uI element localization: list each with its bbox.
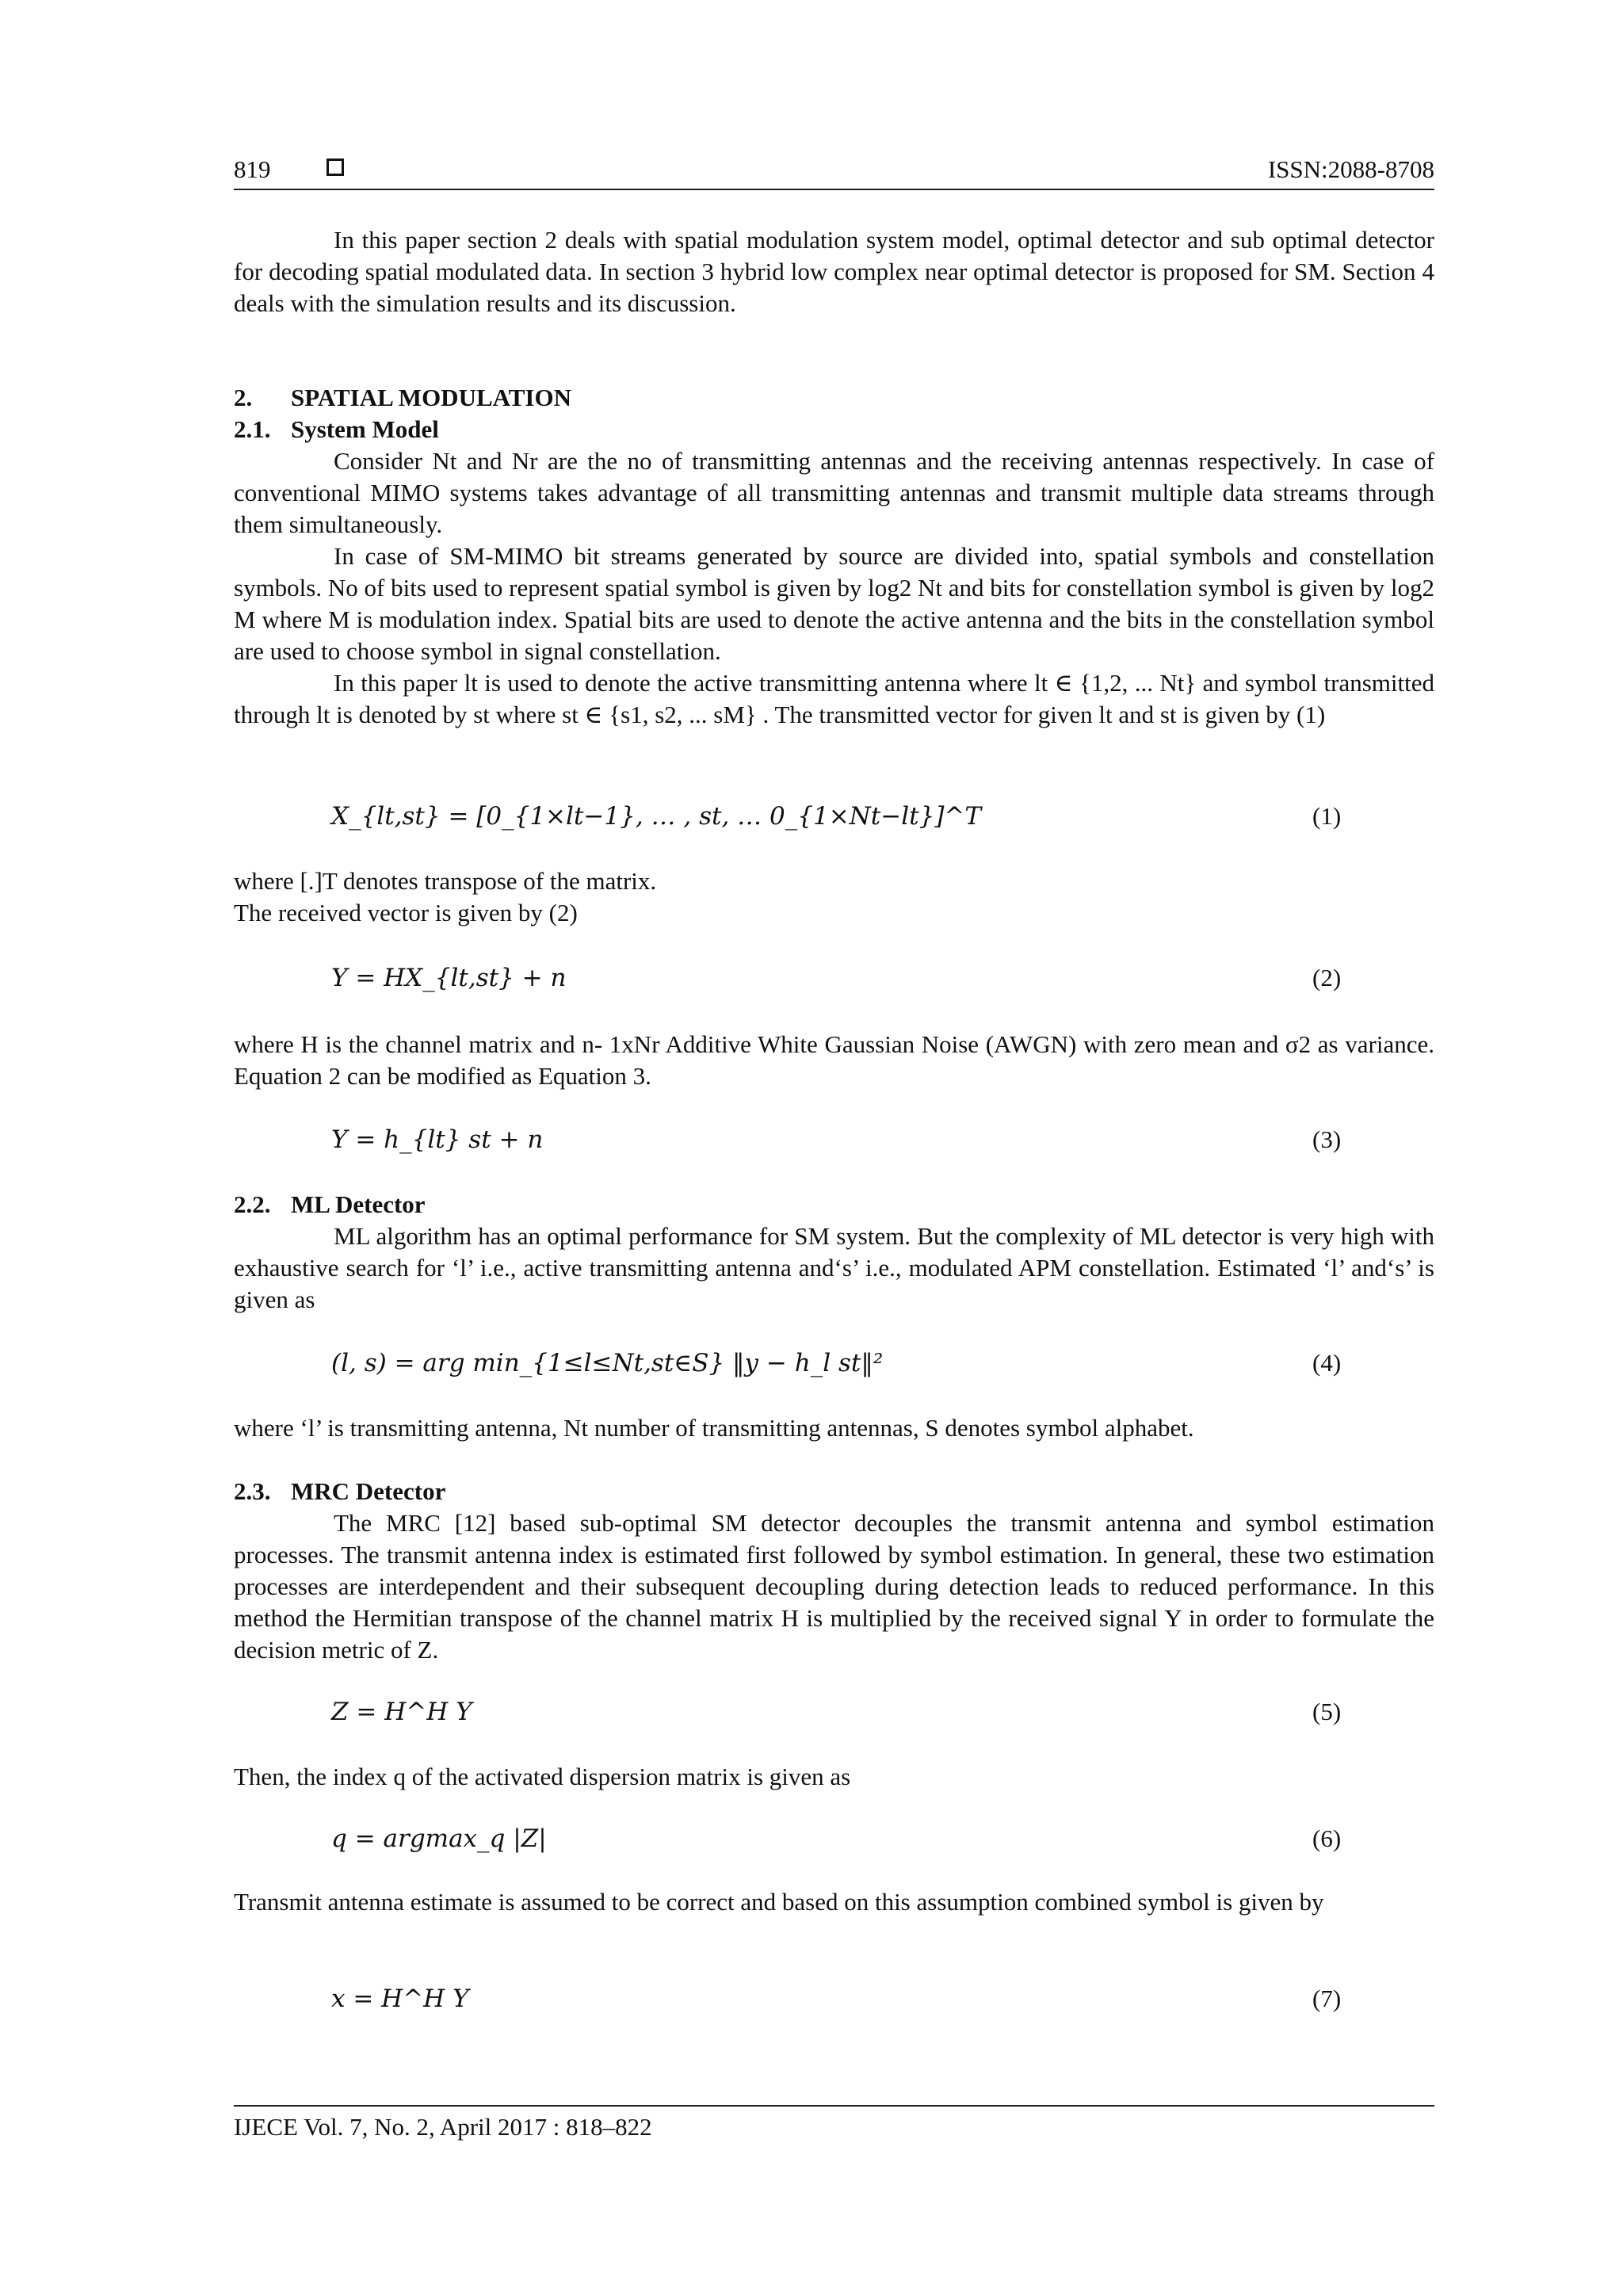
subsection-title: MRC Detector: [291, 1477, 446, 1505]
checkbox-square-icon: [327, 159, 344, 176]
system-model-paragraph-6: where H is the channel matrix and n- 1xNr Additive White Gaussian Noise (AWGN) with zero mean and σ2 as variance. Equation 2 can be modified as Equation 3.: [234, 1030, 1434, 1090]
system-model-paragraph-3: In this paper lt is used to denote the active transmitting antenna where lt ∈ {1,2, ... Nt} and symbol transmitted through lt is denoted by st where st ∈ {s1, s2, ... sM} . The transmitted vector for given lt and st is given by (1): [234, 669, 1434, 728]
page-number: 819: [234, 155, 271, 183]
footer-rule: [234, 2105, 1434, 2107]
subsection-number: 2.1.: [234, 415, 271, 443]
ml-detector-paragraph-1: ML algorithm has an optimal performance for SM system. But the complexity of ML detector is very high with exhaustive search for ‘l’ i.e., active transmitting antenna and‘s’ i.e., modulated APM constellation. Estimated ‘l’ and‘s’ is given as: [234, 1222, 1434, 1313]
equation-1: X_{lt,st} = [0_{1×lt−1}, … , st, … 0_{1×Nt−lt}]^T: [331, 802, 982, 831]
equation-3-number: (3): [1312, 1125, 1342, 1153]
system-model-paragraph-1: Consider Nt and Nr are the no of transmitting antennas and the receiving antennas respectively. In case of conventional MIMO systems takes advantage of all transmitting antennas and transmit multiple data streams through them simultaneously.: [234, 447, 1434, 538]
subsection-number: 2.3.: [234, 1477, 271, 1505]
issn-label: ISSN:2088-8708: [1267, 155, 1434, 183]
subsection-title: System Model: [291, 415, 439, 443]
ml-detector-paragraph-2: where ‘l’ is transmitting antenna, Nt number of transmitting antennas, S denotes symbol alphabet.: [234, 1414, 1194, 1442]
subsection-heading-ml-detector: [234, 1189, 426, 1221]
equation-5: Z = H^H Y: [331, 1698, 472, 1726]
section-number: 2.: [234, 384, 253, 411]
equation-3: Y = h_{lt} st + n: [331, 1125, 544, 1154]
equation-5-number: (5): [1312, 1698, 1342, 1725]
equation-2: Y = HX_{lt,st} + n: [331, 964, 567, 992]
subsection-number: 2.2.: [234, 1190, 271, 1218]
equation-2-number: (2): [1312, 964, 1342, 991]
subsection-title: ML Detector: [291, 1190, 426, 1218]
system-model-paragraph-4: where [.]T denotes transpose of the matrix.: [234, 867, 657, 895]
mrc-detector-paragraph-2: Then, the index q of the activated dispersion matrix is given as: [234, 1763, 851, 1790]
intro-paragraph: In this paper section 2 deals with spatial modulation system model, optimal detector and sub optimal detector for decoding spatial modulated data. In section 3 hybrid low complex near optimal detector is proposed for SM. Section 4 deals with the simulation results and its discussion.: [234, 226, 1434, 317]
system-model-paragraph-2: In case of SM-MIMO bit streams generated by source are divided into, spatial symbols and constellation symbols. No of bits used to represent spatial symbol is given by log2 Nt and bits for constellation symbol is given by log2 M where M is modulation index. Spatial bits are used to denote the active antenna and the bits in the constellation symbol are used to choose symbol in signal constellation.: [234, 542, 1434, 665]
system-model-paragraph-5: The received vector is given by (2): [234, 899, 578, 926]
equation-7-number: (7): [1312, 1985, 1342, 2012]
page-header: [234, 155, 1434, 187]
equation-4: (l, s) = arg min_{1≤l≤Nt,st∈S} ‖y − h_l st‖²: [331, 1349, 884, 1377]
equation-1-number: (1): [1312, 802, 1342, 830]
equation-6: q = argmax_q |Z|: [331, 1824, 547, 1853]
section-title: SPATIAL MODULATION: [291, 384, 571, 411]
subsection-heading-mrc-detector: [234, 1476, 445, 1507]
equation-7: x = H^H Y: [331, 1985, 469, 2013]
mrc-detector-paragraph-1: The MRC [12] based sub-optimal SM detector decouples the transmit antenna and symbol estimation processes. The transmit antenna index is estimated first followed by symbol estimation. In general, these two estimation processes are interdependent and their subsequent decoupling during detection leads to reduced performance. In this method the Hermitian transpose of the channel matrix H is multiplied by the received signal Y in order to formulate the decision metric of Z.: [234, 1509, 1434, 1664]
subsection-heading-system-model: [234, 414, 439, 445]
footer-citation: IJECE Vol. 7, No. 2, April 2017 : 818–822: [234, 2113, 652, 2141]
equation-4-number: (4): [1312, 1349, 1342, 1377]
section-heading: [234, 382, 571, 414]
mrc-detector-paragraph-3: Transmit antenna estimate is assumed to be correct and based on this assumption combined symbol is given by: [234, 1888, 1324, 1916]
equation-6-number: (6): [1312, 1824, 1342, 1852]
header-rule: [234, 189, 1434, 190]
